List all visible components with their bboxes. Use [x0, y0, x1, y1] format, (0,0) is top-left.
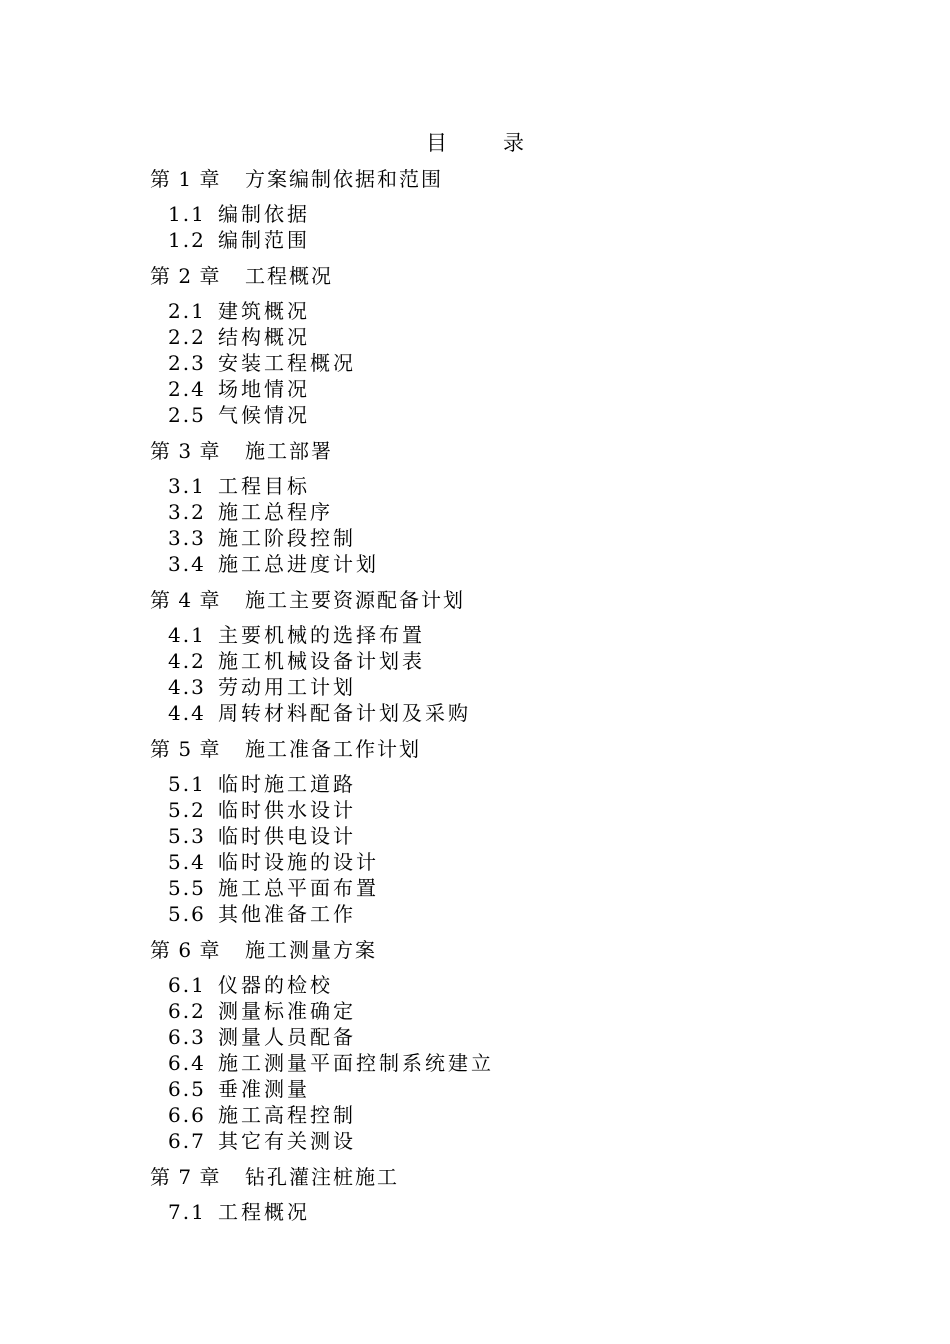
- toc-chapter-entry: [150, 587, 870, 613]
- toc-section-entry: [150, 551, 870, 577]
- section-title: 施工总进度计划: [218, 552, 379, 576]
- toc-section-entry: [150, 201, 870, 227]
- section-title: 工程概况: [218, 1200, 310, 1224]
- section-title: 编制范围: [218, 228, 310, 252]
- toc-section-entry: [150, 376, 870, 402]
- toc-section-entry: [150, 823, 870, 849]
- section-title: 其它有关测设: [218, 1129, 356, 1153]
- toc-section-entry: [150, 674, 870, 700]
- section-number: 2.4: [168, 377, 206, 401]
- toc-section-entry: [150, 700, 870, 726]
- section-title: 施工总平面布置: [218, 876, 379, 900]
- toc-section-entry: [150, 901, 870, 927]
- toc-section-entry: [150, 499, 870, 525]
- section-title: 主要机械的选择布置: [218, 623, 425, 647]
- chapter-title: 方案编制依据和范围: [245, 167, 443, 191]
- toc-section-entry: [150, 998, 870, 1024]
- section-title: 施工测量平面控制系统建立: [218, 1051, 494, 1075]
- toc-title-right: 录: [503, 131, 524, 155]
- section-number: 2.2: [168, 325, 206, 349]
- section-number: 7.1: [168, 1200, 206, 1224]
- toc-section-entry: [150, 298, 870, 324]
- chapter-title: 施工测量方案: [245, 938, 377, 962]
- section-number: 4.2: [168, 649, 206, 673]
- toc-title: [0, 128, 950, 158]
- section-number: 6.7: [168, 1129, 206, 1153]
- section-title: 临时设施的设计: [218, 850, 379, 874]
- section-title: 垂准测量: [218, 1077, 310, 1101]
- toc-section-entry: [150, 324, 870, 350]
- section-number: 5.3: [168, 824, 206, 848]
- section-number: 4.4: [168, 701, 206, 725]
- chapter-number: 第 6 章: [150, 938, 221, 962]
- section-title: 建筑概况: [218, 299, 310, 323]
- section-number: 5.5: [168, 876, 206, 900]
- toc-section-entry: [150, 227, 870, 253]
- section-number: 5.4: [168, 850, 206, 874]
- chapter-number: 第 1 章: [150, 167, 221, 191]
- table-of-contents: [150, 166, 870, 1225]
- chapter-title: 施工准备工作计划: [245, 737, 421, 761]
- toc-section-entry: [150, 849, 870, 875]
- toc-section-entry: [150, 1128, 870, 1154]
- toc-section-entry: [150, 972, 870, 998]
- section-title: 施工高程控制: [218, 1103, 356, 1127]
- chapter-title: 钻孔灌注桩施工: [245, 1165, 399, 1189]
- toc-section-entry: [150, 875, 870, 901]
- section-title: 临时供水设计: [218, 798, 356, 822]
- section-number: 3.4: [168, 552, 206, 576]
- chapter-number: 第 5 章: [150, 737, 221, 761]
- section-number: 6.4: [168, 1051, 206, 1075]
- toc-section-entry: [150, 771, 870, 797]
- toc-section-entry: [150, 350, 870, 376]
- section-title: 工程目标: [218, 474, 310, 498]
- toc-section-entry: [150, 473, 870, 499]
- section-title: 测量人员配备: [218, 1025, 356, 1049]
- chapter-title: 施工主要资源配备计划: [245, 588, 465, 612]
- section-number: 6.1: [168, 973, 206, 997]
- toc-chapter-entry: [150, 263, 870, 289]
- section-number: 6.3: [168, 1025, 206, 1049]
- toc-section-entry: [150, 1076, 870, 1102]
- chapter-title: 工程概况: [245, 264, 333, 288]
- section-title: 场地情况: [218, 377, 310, 401]
- section-title: 结构概况: [218, 325, 310, 349]
- section-title: 施工机械设备计划表: [218, 649, 425, 673]
- section-title: 临时施工道路: [218, 772, 356, 796]
- chapter-number: 第 4 章: [150, 588, 221, 612]
- section-number: 6.6: [168, 1103, 206, 1127]
- toc-chapter-entry: [150, 438, 870, 464]
- toc-section-entry: [150, 648, 870, 674]
- section-title: 施工阶段控制: [218, 526, 356, 550]
- toc-section-entry: [150, 1199, 870, 1225]
- chapter-title: 施工部署: [245, 439, 333, 463]
- section-number: 4.3: [168, 675, 206, 699]
- section-title: 临时供电设计: [218, 824, 356, 848]
- section-title: 气候情况: [218, 403, 310, 427]
- toc-section-entry: [150, 1024, 870, 1050]
- section-number: 1.2: [168, 228, 206, 252]
- section-title: 周转材料配备计划及采购: [218, 701, 471, 725]
- section-title: 施工总程序: [218, 500, 333, 524]
- section-number: 5.2: [168, 798, 206, 822]
- toc-section-entry: [150, 525, 870, 551]
- section-number: 2.1: [168, 299, 206, 323]
- section-number: 4.1: [168, 623, 206, 647]
- section-title: 测量标准确定: [218, 999, 356, 1023]
- toc-section-entry: [150, 797, 870, 823]
- section-number: 1.1: [168, 202, 206, 226]
- section-number: 5.6: [168, 902, 206, 926]
- toc-section-entry: [150, 1050, 870, 1076]
- section-number: 2.3: [168, 351, 206, 375]
- toc-title-left: 目: [426, 131, 447, 155]
- section-title: 安装工程概况: [218, 351, 356, 375]
- toc-chapter-entry: [150, 736, 870, 762]
- section-number: 3.1: [168, 474, 206, 498]
- toc-chapter-entry: [150, 1164, 870, 1190]
- chapter-number: 第 7 章: [150, 1165, 221, 1189]
- section-number: 2.5: [168, 403, 206, 427]
- toc-section-entry: [150, 1102, 870, 1128]
- toc-section-entry: [150, 622, 870, 648]
- toc-chapter-entry: [150, 166, 870, 192]
- section-number: 6.5: [168, 1077, 206, 1101]
- section-number: 3.2: [168, 500, 206, 524]
- chapter-number: 第 3 章: [150, 439, 221, 463]
- section-title: 编制依据: [218, 202, 310, 226]
- toc-chapter-entry: [150, 937, 870, 963]
- section-title: 其他准备工作: [218, 902, 356, 926]
- section-number: 5.1: [168, 772, 206, 796]
- chapter-number: 第 2 章: [150, 264, 221, 288]
- section-number: 6.2: [168, 999, 206, 1023]
- section-title: 仪器的检校: [218, 973, 333, 997]
- section-title: 劳动用工计划: [218, 675, 356, 699]
- toc-section-entry: [150, 402, 870, 428]
- section-number: 3.3: [168, 526, 206, 550]
